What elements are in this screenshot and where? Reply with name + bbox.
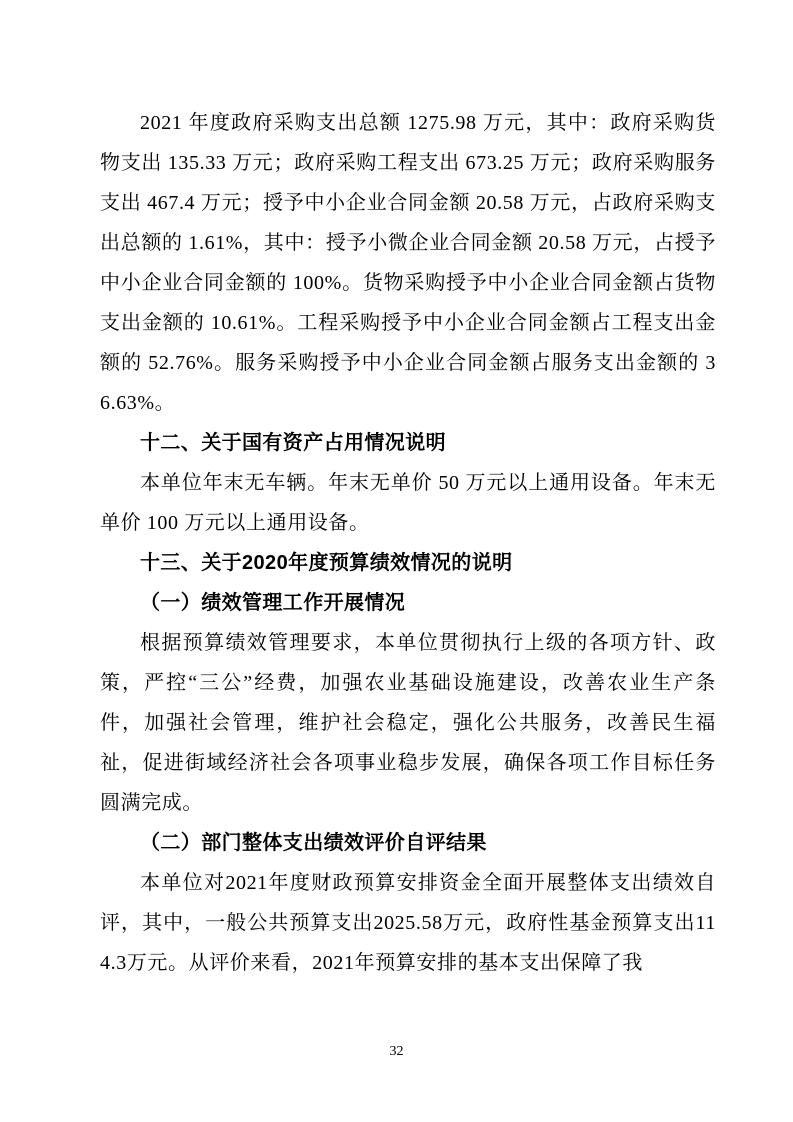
heading-section-12-state-assets: 十二、关于国有资产占用情况说明 [140,432,446,454]
paragraph-self-evaluation: 本单位对2021年度财政预算安排资金全面开展整体支出绩效自评，其中，一般公共预算支出2025.58万元，政府性基金预算支出114.3万元。从评价来看，2021年预算安排的基本支出保障了我 [100,872,716,974]
heading-subsection-1-performance-management: （一）绩效管理工作开展情况 [140,592,406,614]
paragraph-procurement-summary: 2021 年度政府采购支出总额 1275.98 万元，其中：政府采购货物支出 135.33 万元；政府采购工程支出 673.25 万元；政府采购服务支出 467.4 万元；授予中小企业合同金额 20.58 万元，占政府采购支出总额的 1.61%，其中：授予小微企业合同金额 20.58 万元，占授予中小企业合同金额的 100%。货物采购授予中小企业合同金额占货物支出金额的 10.61%。工程采购授予中小企业合同金额占工程支出金额的 52.76%。服务采购授予中小企业合同金额占服务支出金额的 36.63%。 [100,112,716,414]
document-body [100,103,716,983]
paragraph-performance-management: 根据预算绩效管理要求，本单位贯彻执行上级的各项方针、政策，严控“三公”经费，加强农业基础设施建设，改善农业生产条件，加强社会管理，维护社会稳定，强化公共服务，改善民生福祉，促进街域经济社会各项事业稳步发展，确保各项工作目标任务圆满完成。 [100,632,716,814]
heading-section-13-budget-performance: 十三、关于2020年度预算绩效情况的说明 [140,552,513,574]
page-number: 32 [389,1044,404,1059]
paragraph-state-assets: 本单位年末无车辆。年末无单价 50 万元以上通用设备。年末无单价 100 万元以上通用设备。 [100,472,716,534]
heading-subsection-2-self-evaluation: （二）部门整体支出绩效评价自评结果 [140,832,487,854]
